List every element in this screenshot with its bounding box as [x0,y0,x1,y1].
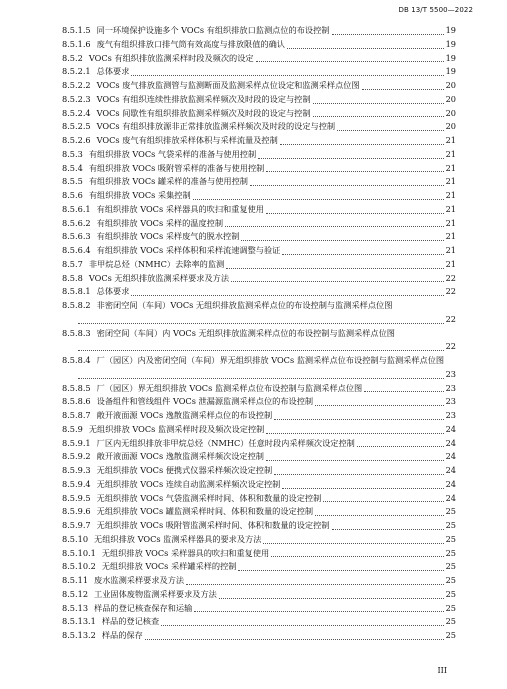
toc-entry-page: 25 [445,575,456,585]
toc-entry-title: 废水监测采样要求及方法 [94,575,185,585]
toc-entry-number: 8.5.8.5 [62,382,91,393]
table-of-contents [0,24,507,643]
toc-entry-number: 8.5.1.5 [62,25,91,35]
toc-entry-number: 8.5.2.1 [62,66,91,77]
toc-entry-number: 8.5.13.1 [62,616,96,627]
toc-entry-title: 无组织排放 VOCs 气袋监测采样时间、体积和数量的设定控制 [96,492,322,503]
toc-entry-title: 有组织排放 VOCs 吸附管采样的准备与使用控制 [88,162,265,173]
toc-entry-page: 21 [445,135,456,145]
toc-entry-page: 20 [445,121,456,132]
document-id: DB 13/T 5500—2022 [398,6,473,14]
toc-entry-title: 无组织排放 VOCs 吸附管监测采样时间、体积和数量的设定控制 [96,520,330,530]
dot-leader [131,286,443,296]
toc-entry-page: 23 [445,410,456,420]
toc-entry-page: 19 [445,38,456,49]
toc-entry-page: 25 [445,630,456,640]
toc-entry-number: 8.5.13 [62,602,89,613]
dot-leader [225,217,444,227]
toc-entry-title: VOCs 有组织连续性排放监测采样频次及时段的设定与控制 [96,93,311,104]
toc-entry-number: 8.5.2 [62,52,83,63]
toc-entry-number: 8.5.10 [62,533,89,544]
toc-entry-number: 8.5.10.1 [62,547,96,558]
dot-leader [256,52,444,62]
dot-leader [194,602,443,612]
toc-entry[interactable] [0,175,507,189]
toc-entry-title: 工业固体废物监测采样要求及方法 [94,588,217,599]
toc-entry[interactable] [0,395,507,409]
dot-leader [282,245,443,255]
page-number: III [437,666,447,675]
toc-entry-number: 8.5.9.5 [62,492,91,503]
toc-entry-number: 8.5.8.4 [62,355,91,365]
toc-entry[interactable] [0,409,507,423]
toc-entry[interactable] [0,107,507,121]
dot-leader [131,66,443,76]
toc-entry[interactable] [0,120,507,134]
toc-entry-page: 21 [445,176,456,187]
toc-entry[interactable] [0,38,507,52]
toc-entry-title: 无组织排放 VOCs 监测采样器具的要求及方法 [94,533,262,544]
toc-entry-title: 有组织排放 VOCs 罐采样的准备与使用控制 [88,176,248,187]
toc-entry-title: 无组织排放 VOCs 便携式仪器采样频次设定控制 [96,465,273,475]
toc-entry-page: 24 [445,437,456,448]
toc-entry-title: VOCs 无组织排放监测采样要求及方法 [88,272,230,283]
toc-entry-number: 8.5.5 [62,176,83,187]
toc-entry-page: 21 [445,258,456,269]
toc-entry-page: 20 [445,93,456,104]
toc-entry-title: 厂（园区）界无组织排放 VOCs 监测采样点位布设控制与监测采样点位图 [96,382,363,393]
toc-entry-number: 8.5.8.1 [62,286,91,297]
toc-entry-number: 8.5.2.5 [62,121,91,132]
dot-leader [337,121,443,131]
toc-entry-page: 25 [445,506,456,517]
toc-entry-title: 总体要求 [96,66,130,77]
toc-entry-page: 24 [445,451,456,462]
toc-entry-page: 24 [445,465,456,475]
toc-entry[interactable] [0,382,507,396]
toc-entry-number: 8.5.9.1 [62,437,91,448]
toc-entry-title: 敞开液面源 VOCs 逸散监测采样频次设定控制 [96,451,264,462]
toc-entry-page: 19 [445,25,456,35]
toc-entry[interactable] [0,203,507,217]
dot-leader [78,314,444,324]
toc-entry-page: 21 [445,231,456,242]
dot-leader [323,492,443,502]
toc-entry-title: 有组织排放 VOCs 采样废气的脱水控制 [96,231,240,242]
toc-entry[interactable] [0,588,507,602]
toc-entry[interactable] [0,148,507,162]
toc-entry-title: VOCs 有组织排放源非正常排放监测采样频次及时段的设定与控制 [96,121,336,132]
toc-entry[interactable] [0,217,507,231]
toc-entry-page: 25 [445,533,456,544]
toc-entry-page: 21 [445,190,456,200]
toc-entry-number: 8.5.9.4 [62,478,91,489]
toc-entry-title: 样品的保存 [101,630,143,640]
toc-entry-page: 21 [445,217,456,228]
toc-entry-title: 无组织排放 VOCs 罐监测采样时间、体积和数量的设定控制 [96,506,314,517]
toc-entry-title: 无组织排放 VOCs 监测采样时段及频次设定控制 [88,423,265,434]
toc-entry-number: 8.5.8 [62,272,83,283]
toc-entry-title: 样品的登记核查保存和运输 [94,602,193,613]
toc-entry-number: 8.5.8.2 [62,300,91,310]
toc-entry-title: 废气有组织排放口排气筒有效高度与排放限值的确认 [96,38,285,49]
dot-leader [161,616,443,626]
toc-entry[interactable] [0,423,507,437]
toc-entry[interactable] [0,492,507,506]
toc-entry-title: VOCs 废气排放监测管与监测断面及监测采样点位设定和监测采样点位图 [96,80,360,90]
dot-leader [263,534,443,544]
toc-entry-title: 无组织排放 VOCs 采样器具的吹扫和重复使用 [101,547,270,558]
dot-leader [186,575,443,585]
dot-leader [250,176,444,186]
toc-entry-page: 25 [445,616,456,627]
toc-entry-number: 8.5.9.3 [62,465,91,475]
toc-entry-title: 有组织排放 VOCs 采集控制 [88,190,191,200]
toc-entry-number: 8.5.12 [62,588,89,599]
toc-entry-page: 21 [445,245,456,255]
toc-entry-page: 25 [445,602,456,613]
toc-entry[interactable] [0,230,507,244]
toc-entry-page: 22 [445,341,456,352]
toc-entry-title: 同一环境保护设施多个 VOCs 有组织排放口监测点位的布设控制 [96,25,330,35]
dot-leader [315,506,443,516]
toc-entry-number: 8.5.9 [62,423,83,434]
toc-entry-page: 19 [445,52,456,63]
toc-entry[interactable] [0,24,507,38]
dot-leader [266,424,443,434]
toc-entry-title: 密闭空间（车间）内 VOCs 无组织排放监测采样点位的布设控制与监测采样点位图 [96,327,395,338]
toc-entry[interactable] [0,285,507,299]
dot-leader [241,231,443,241]
toc-entry[interactable] [0,244,507,258]
toc-entry-number: 8.5.3 [62,148,83,159]
toc-entry[interactable] [0,478,507,492]
dot-leader [238,561,443,571]
toc-entry-page: 23 [445,368,456,379]
toc-entry-title: 设备组件和管线组件 VOCs 泄漏源监测采样点位的布设控制 [96,396,314,407]
toc-entry[interactable] [0,574,507,588]
toc-entry-page: 20 [445,80,456,90]
toc-entry-title: 总体要求 [96,286,130,297]
toc-entry-number: 8.5.1.6 [62,38,91,49]
toc-entry-number: 8.5.8.3 [62,327,91,338]
toc-entry-page: 24 [445,492,456,503]
toc-entry-page: 24 [445,478,456,489]
toc-entry-title: 有组织排放 VOCs 气袋采样的准备与使用控制 [88,148,257,159]
toc-entry-title: 厂（园区）内及密闭空间（车间）界无组织排放 VOCs 监测采样点位布设控制与监测采样点位图 [96,355,445,365]
dot-leader [193,190,444,200]
toc-entry-page: 24 [445,423,456,434]
dot-leader [274,410,443,420]
dot-leader [226,259,443,269]
toc-entry-title: 有组织排放 VOCs 采样的温度控制 [96,217,224,228]
toc-entry-number: 8.5.6.3 [62,231,91,242]
toc-entry-page: 19 [445,66,456,77]
toc-entry-number: 8.5.6.4 [62,245,91,255]
dot-leader [332,520,444,530]
toc-entry[interactable] [0,258,507,272]
toc-entry[interactable] [0,533,507,547]
toc-entry-number: 8.5.4 [62,162,83,173]
toc-entry-number: 8.5.9.7 [62,520,91,530]
toc-entry-number: 8.5.9.2 [62,451,91,462]
dot-leader [357,437,444,447]
toc-entry-page: 25 [445,561,456,572]
toc-entry-page: 22 [445,313,456,324]
dot-leader [313,107,444,117]
toc-entry[interactable] [0,354,507,382]
toc-entry[interactable] [0,65,507,79]
dot-leader [271,547,443,557]
toc-entry-number: 8.5.11 [62,575,89,585]
toc-entry-title: 厂区内无组织排放非甲烷总烃（NMHC）任意时段内采样频次设定控制 [96,437,355,448]
toc-entry-number: 8.5.6 [62,190,83,200]
toc-entry-number: 8.5.13.2 [62,630,96,640]
toc-entry[interactable] [0,615,507,629]
toc-entry-page: 25 [445,547,456,558]
toc-entry-page: 23 [445,396,456,407]
toc-entry[interactable] [0,437,507,451]
toc-entry[interactable] [0,505,507,519]
toc-entry-number: 8.5.2.6 [62,135,91,145]
toc-entry-number: 8.5.7 [62,258,83,269]
toc-entry-title: VOCs 有组织排放监测采样时段及频次的设定 [88,52,254,63]
toc-entry[interactable] [0,629,507,643]
toc-entry-page: 22 [445,272,456,283]
toc-entry-page: 20 [445,107,456,118]
dot-leader [315,396,443,406]
toc-entry[interactable] [0,93,507,107]
toc-entry-title: 非甲烷总烃（NMHC）去除率的监测 [88,258,225,269]
dot-leader [266,451,444,461]
dot-leader [362,80,444,90]
toc-entry-title: 有组织排放 VOCs 采样体积和采样流速调整与验证 [96,245,281,255]
toc-entry-number: 8.5.8.6 [62,396,91,407]
toc-entry[interactable] [0,464,507,478]
toc-entry[interactable] [0,134,507,148]
toc-entry-page: 25 [445,520,456,530]
toc-entry-number: 8.5.6.2 [62,217,91,228]
toc-entry[interactable] [0,450,507,464]
dot-leader [313,94,444,104]
toc-entry[interactable] [0,79,507,93]
toc-entry-title: 非密闭空间（车间）VOCs 无组织排放监测采样点位的布设控制与监测采样点位图 [96,300,393,310]
toc-entry[interactable] [0,560,507,574]
toc-entry-title: 有组织排放 VOCs 采样器具的吹扫和重复使用 [96,203,264,214]
dot-leader [78,369,444,379]
toc-entry-title: VOCs 间歇性有组织排放监测采样频次及时段的设定与控制 [96,107,311,118]
toc-entry-page: 23 [445,382,456,393]
toc-entry-title: 无组织排放 VOCs 采样罐采样的控制 [101,561,237,572]
dot-leader [219,589,444,599]
toc-entry-number: 8.5.2.4 [62,107,91,118]
dot-leader [282,479,443,489]
toc-entry-page: 22 [445,286,456,297]
toc-entry-page: 25 [445,588,456,599]
toc-entry-number: 8.5.2.3 [62,93,91,104]
dot-leader [280,135,444,145]
toc-entry[interactable] [0,272,507,286]
toc-entry-number: 8.5.2.2 [62,80,91,90]
toc-entry-number: 8.5.10.2 [62,561,96,572]
dot-leader [145,630,444,640]
toc-entry-title: 敞开液面源 VOCs 逸散监测采样点位的布设控制 [96,410,273,420]
toc-entry[interactable] [0,189,507,203]
toc-entry[interactable] [0,519,507,533]
dot-leader [78,341,444,351]
toc-entry-title: 样品的登记核查 [101,616,160,627]
toc-entry-title: 无组织排放 VOCs 连续自动监测采样频次设定控制 [96,478,281,489]
toc-entry-number: 8.5.6.1 [62,203,91,214]
toc-entry[interactable] [0,547,507,561]
toc-entry[interactable] [0,162,507,176]
toc-entry-number: 8.5.9.6 [62,506,91,517]
toc-entry[interactable] [0,327,507,355]
toc-entry[interactable] [0,602,507,616]
toc-entry-page: 21 [445,162,456,173]
dot-leader [258,149,443,159]
dot-leader [231,272,444,282]
toc-entry[interactable] [0,299,507,327]
toc-entry-page: 21 [445,148,456,159]
dot-leader [364,382,443,392]
dot-leader [332,25,444,35]
toc-entry[interactable] [0,52,507,66]
dot-leader [274,465,443,475]
dot-leader [266,162,443,172]
toc-entry-title: VOCs 废气有组织排放采样体积与采样流量及控制 [96,135,278,145]
dot-leader [266,204,444,214]
toc-entry-page: 21 [445,203,456,214]
toc-entry-number: 8.5.8.7 [62,410,91,420]
dot-leader [287,39,444,49]
